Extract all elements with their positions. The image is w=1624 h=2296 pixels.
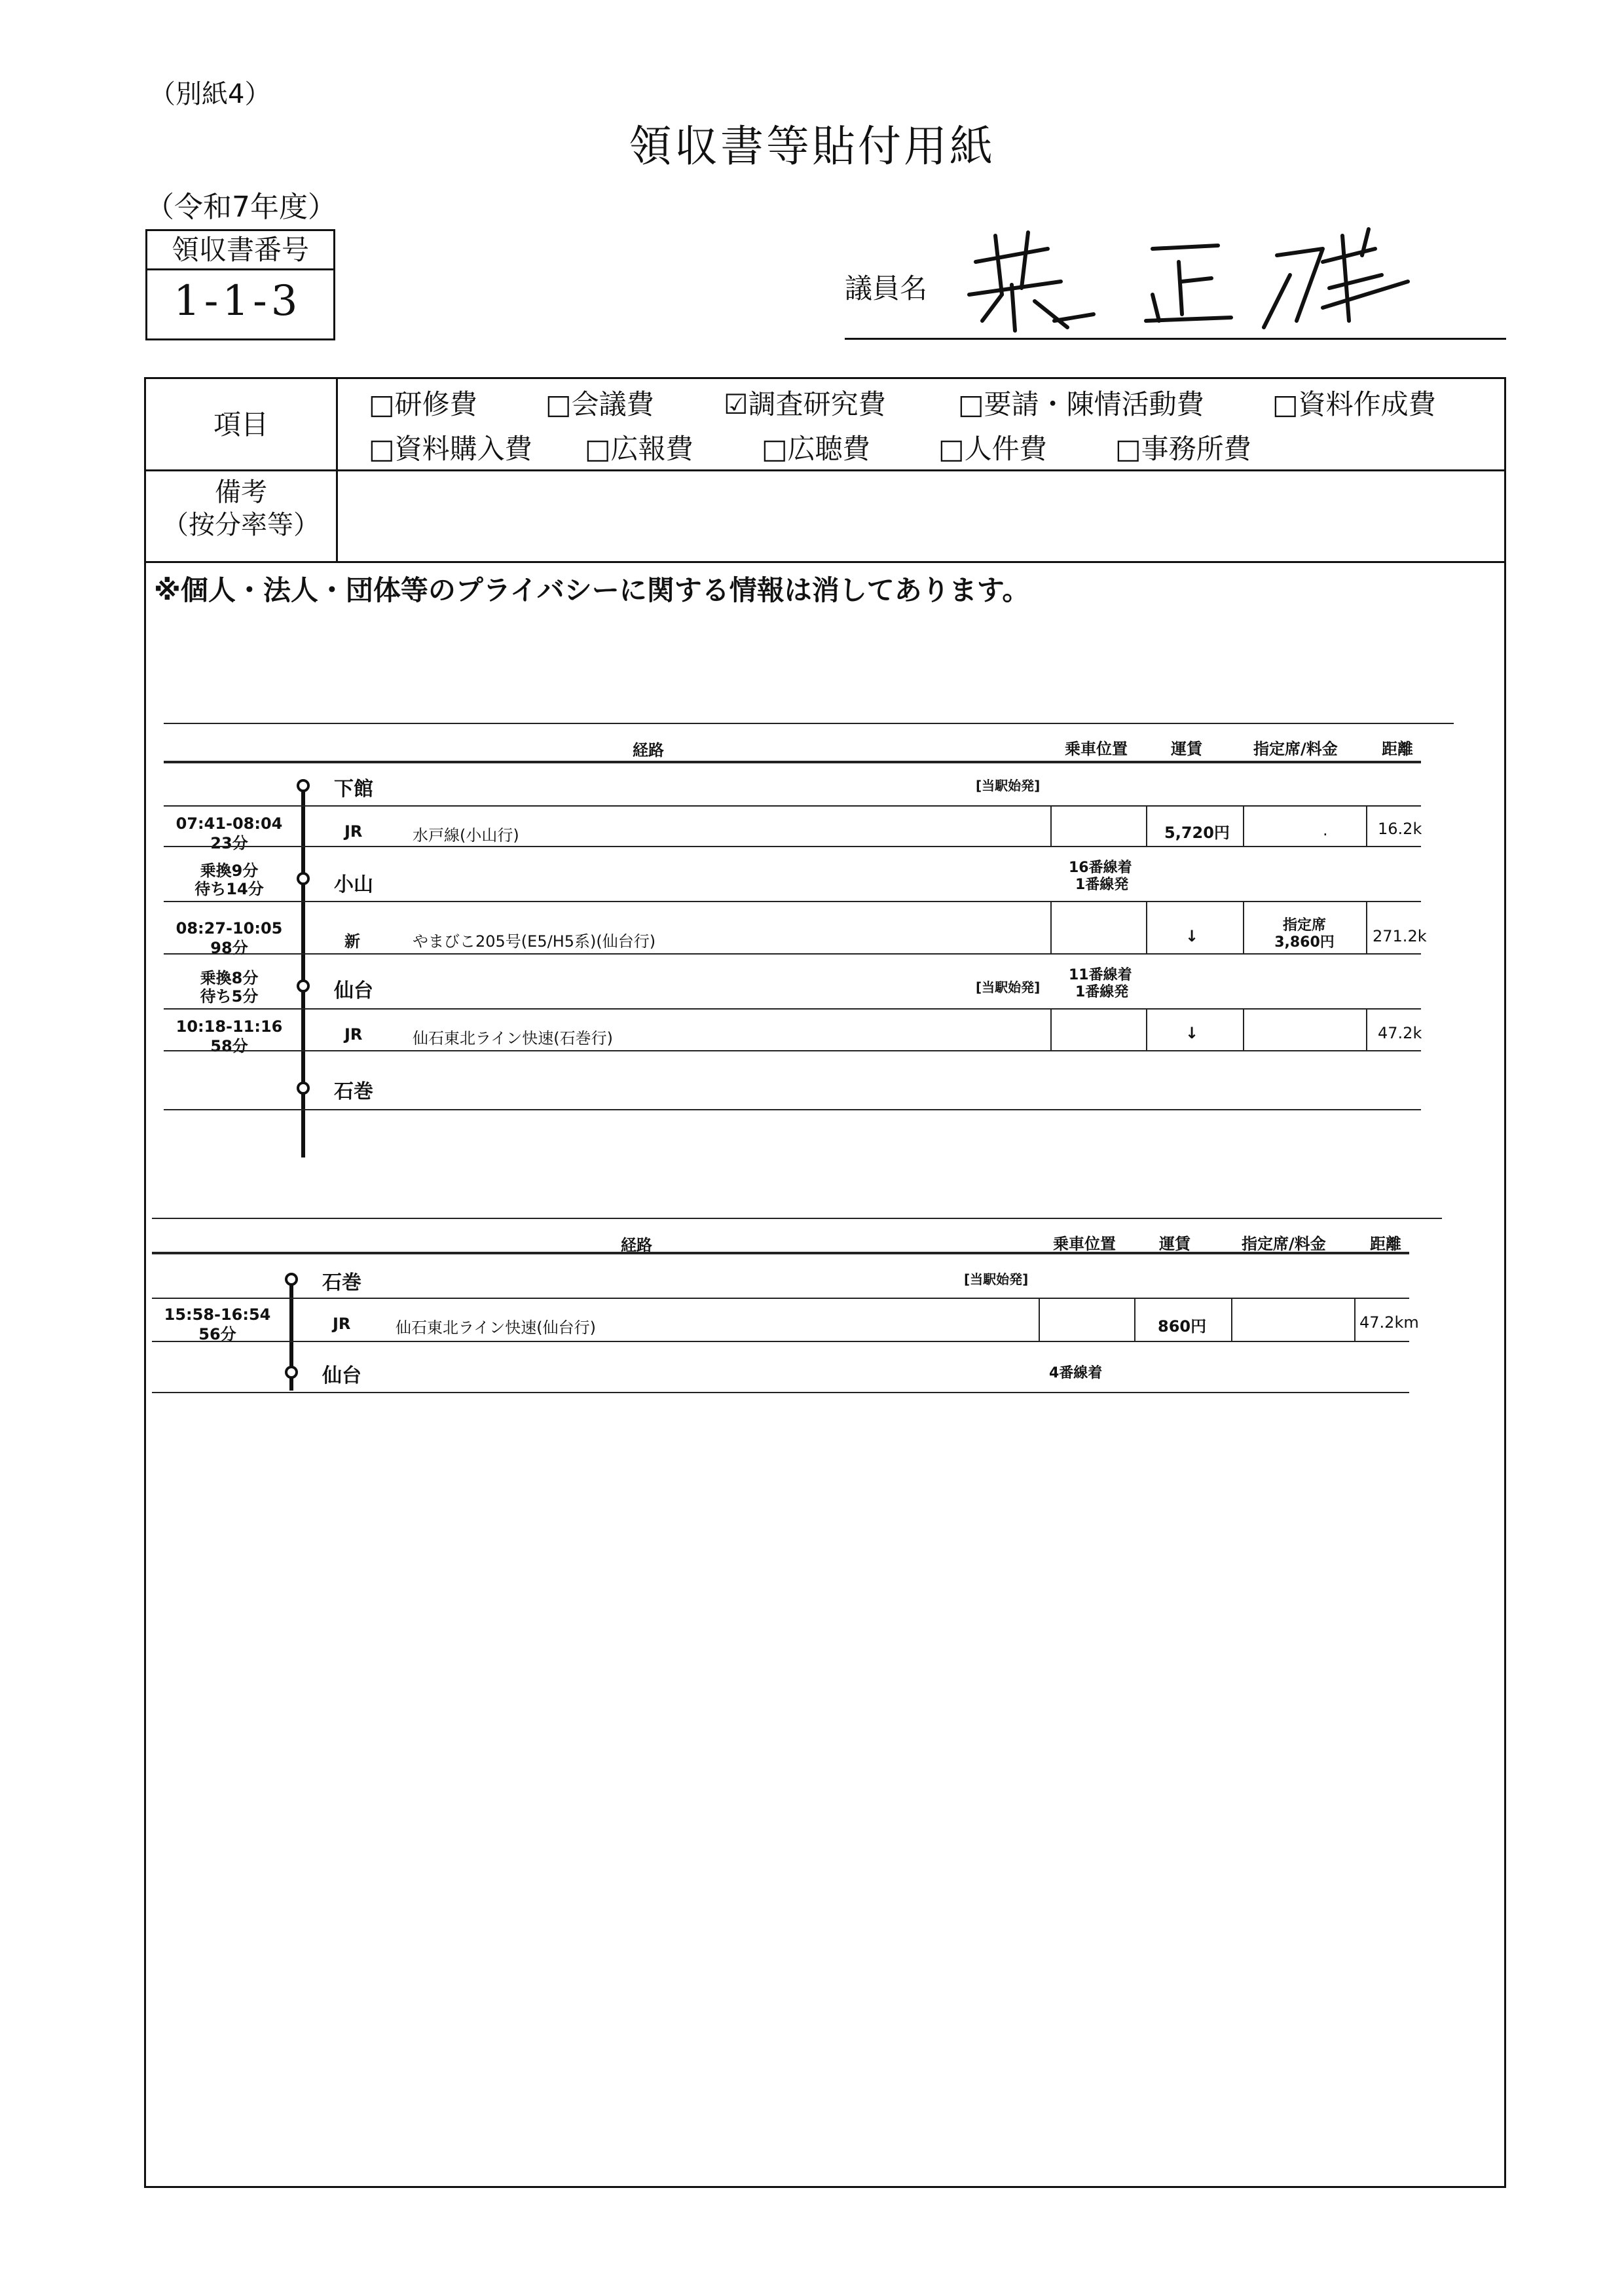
route2-top-border (152, 1218, 1442, 1219)
leg-line-type: JR (344, 1025, 363, 1044)
cell-divider (1366, 901, 1367, 953)
station-dot (297, 872, 310, 885)
checkbox-publicity[interactable]: □広報費 (585, 433, 693, 465)
checkbox-hearing[interactable]: □広聴費 (762, 433, 870, 465)
cell-divider (1146, 901, 1147, 953)
leg-fare: 860円 (1158, 1317, 1207, 1336)
checkbox-meeting[interactable]: □会議費 (545, 388, 654, 420)
route1-header-rule (164, 761, 1421, 763)
station-note: [当駅始発] (976, 778, 1041, 793)
checkbox-training[interactable]: □研修費 (369, 388, 477, 420)
station-name: 石巻 (322, 1271, 361, 1294)
route1-header-position: 乗車位置 (1065, 740, 1128, 758)
wait-transfer: 乗換9分 (200, 862, 259, 880)
station-dot (297, 979, 310, 993)
cell-divider (1243, 805, 1244, 846)
leg-duration: 58分 (210, 1037, 248, 1055)
leg-reserved-fee: 3,860円 (1274, 934, 1335, 951)
row-divider (164, 805, 1421, 807)
leg-extra: . (1323, 821, 1328, 839)
cell-divider (1354, 1298, 1356, 1341)
cell-divider (1366, 1008, 1367, 1050)
row-divider (164, 901, 1421, 902)
wait-time: 待ち5分 (200, 987, 259, 1006)
cell-divider (1366, 805, 1367, 846)
checkbox-office[interactable]: □事務所費 (1115, 433, 1251, 465)
platform-arrival: 4番線着 (1049, 1365, 1103, 1381)
route1-header-reserved: 指定席/料金 (1253, 740, 1338, 758)
route2-header-route: 経路 (621, 1236, 652, 1254)
route1-top-border (164, 723, 1454, 724)
leg-fare: 5,720円 (1164, 824, 1230, 842)
leg-time: 08:27-10:05 (175, 919, 283, 938)
checkbox-personnel[interactable]: □人件費 (938, 433, 1047, 465)
cell-divider (1243, 1008, 1244, 1050)
leg-distance: 271.2k (1373, 927, 1427, 945)
leg-line-type: 新 (344, 932, 360, 951)
fiscal-year: （令和7年度） (145, 191, 337, 224)
item-row-divider (146, 469, 1504, 471)
route1-header-distance: 距離 (1382, 740, 1413, 758)
route2-header-rule (152, 1252, 1409, 1254)
station-dot (297, 779, 310, 792)
route-table-1 (164, 723, 1460, 1116)
checkbox-materials-purchase[interactable]: □資料購入費 (369, 433, 532, 465)
leg-line-type: JR (344, 822, 363, 841)
attachment-label: （別紙4） (149, 79, 271, 109)
member-signature (956, 223, 1414, 334)
route2-bottom-border (152, 1392, 1409, 1393)
row-divider (152, 1341, 1409, 1342)
route2-header-position: 乗車位置 (1053, 1235, 1116, 1253)
signature-underline (845, 338, 1506, 340)
cell-divider (1050, 901, 1052, 953)
leg-time: 10:18-11:16 (175, 1017, 283, 1036)
leg-distance: 47.2km (1359, 1313, 1419, 1332)
route2-header-distance: 距離 (1370, 1235, 1401, 1253)
platform-arrival: 16番線着 (1069, 860, 1132, 876)
receipt-number-box (145, 229, 335, 340)
route2-header-fare: 運賃 (1159, 1235, 1190, 1253)
leg-time: 15:58-16:54 (164, 1305, 271, 1324)
leg-duration: 56分 (198, 1325, 236, 1343)
route-table-2 (152, 1218, 1449, 1401)
member-name-label: 議員名 (845, 272, 928, 304)
leg-fare: ↓ (1185, 927, 1199, 945)
row-divider (164, 1050, 1421, 1051)
cell-divider (1039, 1298, 1040, 1341)
cell-divider (1050, 1008, 1052, 1050)
checkbox-petition[interactable]: □要請・陳情活動費 (958, 388, 1204, 420)
checkbox-research[interactable]: ☑調査研究費 (724, 388, 886, 420)
wait-time: 待ち14分 (194, 880, 264, 898)
leg-train: 仙石東北ライン快速(仙台行) (396, 1319, 597, 1337)
leg-train: 水戸線(小山行) (413, 826, 519, 845)
platform-departure: 1番線発 (1075, 984, 1129, 1000)
leg-train: 仙石東北ライン快速(石巻行) (413, 1029, 614, 1048)
remarks-label-line2: （按分率等） (162, 510, 320, 540)
cell-divider (1134, 1298, 1135, 1341)
station-note: [当駅始発] (976, 979, 1041, 995)
leg-duration: 98分 (210, 939, 248, 957)
station-note: [当駅始発] (964, 1271, 1029, 1287)
leg-fare: ↓ (1185, 1024, 1199, 1042)
leg-duration: 23分 (210, 834, 248, 852)
cell-divider (1243, 901, 1244, 953)
platform-arrival: 11番線着 (1069, 967, 1132, 983)
route2-header-reserved: 指定席/料金 (1242, 1235, 1326, 1253)
station-dot (285, 1366, 298, 1379)
station-dot (297, 1082, 310, 1095)
cell-divider (1146, 1008, 1147, 1050)
row-divider (152, 1298, 1409, 1299)
remarks-label (146, 476, 336, 541)
leg-reserved-type: 指定席 (1282, 917, 1326, 934)
route1-bottom-border (164, 1109, 1421, 1110)
leg-line-type: JR (333, 1315, 351, 1333)
leg-train: やまびこ205号(E5/H5系)(仙台行) (413, 932, 656, 951)
cell-divider (1146, 805, 1147, 846)
leg-distance: 16.2k (1378, 820, 1422, 838)
row-divider (164, 1008, 1421, 1010)
document-title: 領収書等貼付用紙 (629, 121, 995, 172)
station-dot (285, 1273, 298, 1286)
wait-transfer: 乗換8分 (200, 969, 259, 987)
privacy-note: ※個人・法人・団体等のプライバシーに関する情報は消してあります。 (154, 574, 1030, 606)
remarks-label-line1: 備考 (215, 477, 267, 507)
checkbox-materials-making[interactable]: □資料作成費 (1272, 388, 1436, 420)
route1-header-fare: 運賃 (1171, 740, 1202, 758)
remarks-row-divider (146, 561, 1504, 563)
receipt-number-label: 領収書番号 (147, 231, 333, 270)
platform-departure: 1番線発 (1075, 877, 1129, 893)
leg-time: 07:41-08:04 (175, 814, 283, 833)
station-name: 石巻 (334, 1080, 373, 1103)
station-name: 小山 (334, 873, 373, 896)
leg-distance: 47.2k (1378, 1024, 1422, 1042)
cell-divider (1050, 805, 1052, 846)
station-name: 仙台 (322, 1364, 361, 1387)
route1-timeline (301, 786, 305, 1157)
receipt-number-value: 1-1-3 (174, 277, 302, 325)
row-divider (164, 846, 1421, 847)
route1-header-route: 経路 (633, 741, 664, 759)
cell-divider (1231, 1298, 1232, 1341)
item-label: 項目 (213, 409, 268, 441)
station-name: 下館 (334, 778, 373, 801)
row-divider (164, 953, 1421, 955)
station-name: 仙台 (334, 979, 373, 1002)
